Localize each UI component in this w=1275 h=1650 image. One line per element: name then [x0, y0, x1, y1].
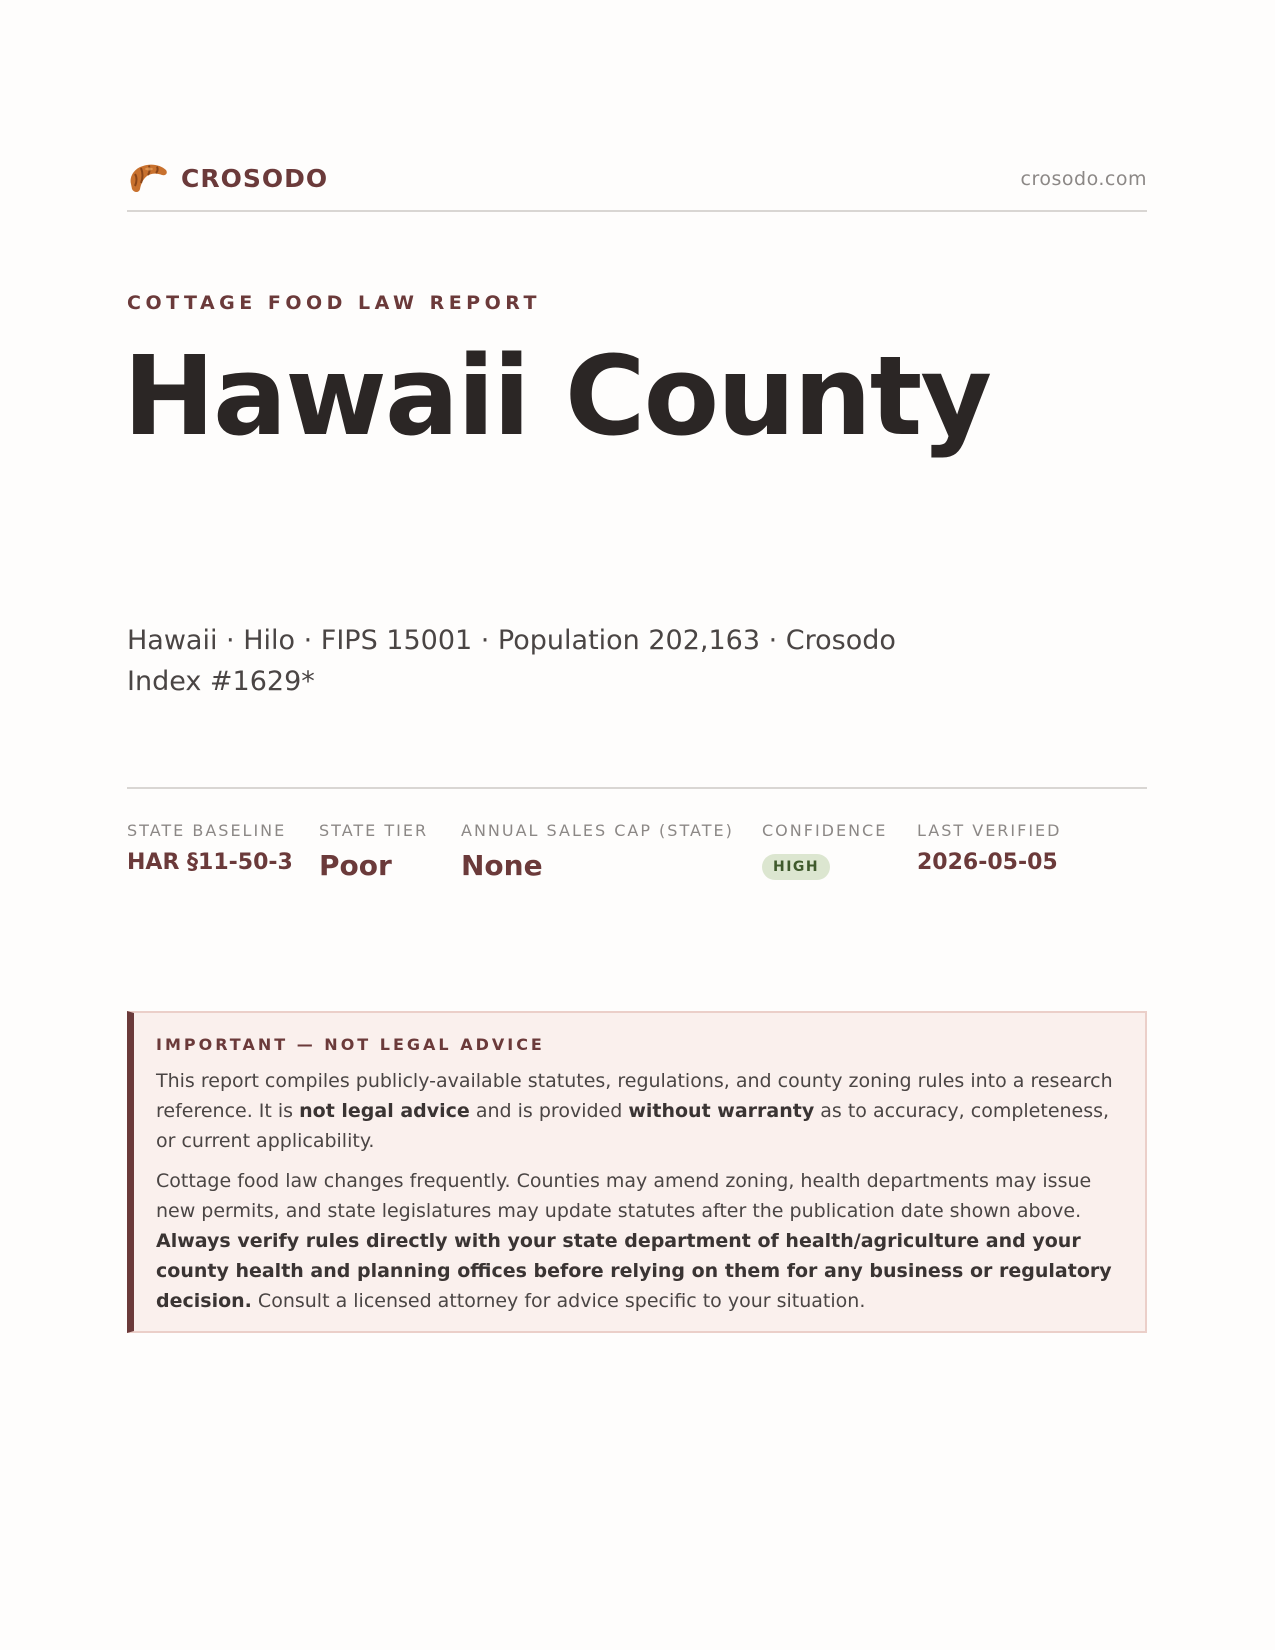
stat-value: HAR §11-50-3: [127, 850, 293, 875]
stat-value: None: [461, 849, 543, 882]
notice-text: This report compiles publicly-available statutes, regulations, and county zoning rules into a research reference. It is: [156, 1070, 1113, 1122]
notice-text: Consult a licensed attorney for advice specific to your situation.: [251, 1290, 866, 1312]
report-eyebrow: COTTAGE FOOD LAW REPORT: [127, 292, 541, 314]
legal-notice: [127, 1011, 1147, 1333]
notice-title: IMPORTANT — NOT LEGAL ADVICE: [156, 1035, 545, 1054]
stat-label: STATE BASELINE: [127, 821, 287, 840]
report-page: [123, 0, 1147, 1650]
notice-paragraph: [156, 1066, 1119, 1156]
notice-text: as to accuracy, completeness, or current applicability.: [156, 1100, 1110, 1152]
stat-label: ANNUAL SALES CAP (STATE): [461, 821, 734, 840]
confidence-badge: HIGH: [762, 854, 830, 880]
page-title: Hawaii County: [123, 332, 991, 460]
stat-sales-cap: [461, 821, 734, 882]
stat-label: CONFIDENCE: [762, 821, 888, 840]
stats-row: [127, 787, 1147, 909]
notice-paragraph: [156, 1166, 1119, 1316]
croissant-icon: [127, 160, 169, 196]
notice-emphasis: without warranty: [628, 1100, 815, 1122]
stat-state-baseline: [127, 821, 293, 875]
report-subtitle: Hawaii · Hilo · FIPS 15001 · Population 202,163 · Crosodo Index #1629*: [127, 625, 896, 697]
stat-value: 2026-05-05: [917, 850, 1058, 875]
stat-label: STATE TIER: [319, 821, 429, 840]
notice-emphasis: Always verify rules directly with your state department of health/agriculture and your county health and planning offices before relying on them for any business or regulatory decision.: [156, 1230, 1112, 1312]
stat-last-verified: [917, 821, 1061, 875]
report-header: [127, 156, 1147, 212]
stat-state-tier: [319, 821, 428, 882]
brand-name: CROSODO: [181, 163, 329, 193]
notice-text: Cottage food law changes frequently. Counties may amend zoning, health departments may issue new permits, and state legislatures may update statutes after the publication date shown above.: [156, 1170, 1092, 1222]
stat-confidence: [762, 821, 887, 880]
stat-value: Poor: [319, 849, 392, 882]
notice-emphasis: not legal advice: [299, 1100, 470, 1122]
site-url-link[interactable]: crosodo.com: [1020, 168, 1147, 190]
brand[interactable]: [127, 160, 328, 196]
notice-text: and is provided: [469, 1100, 629, 1122]
stat-label: LAST VERIFIED: [917, 821, 1062, 840]
